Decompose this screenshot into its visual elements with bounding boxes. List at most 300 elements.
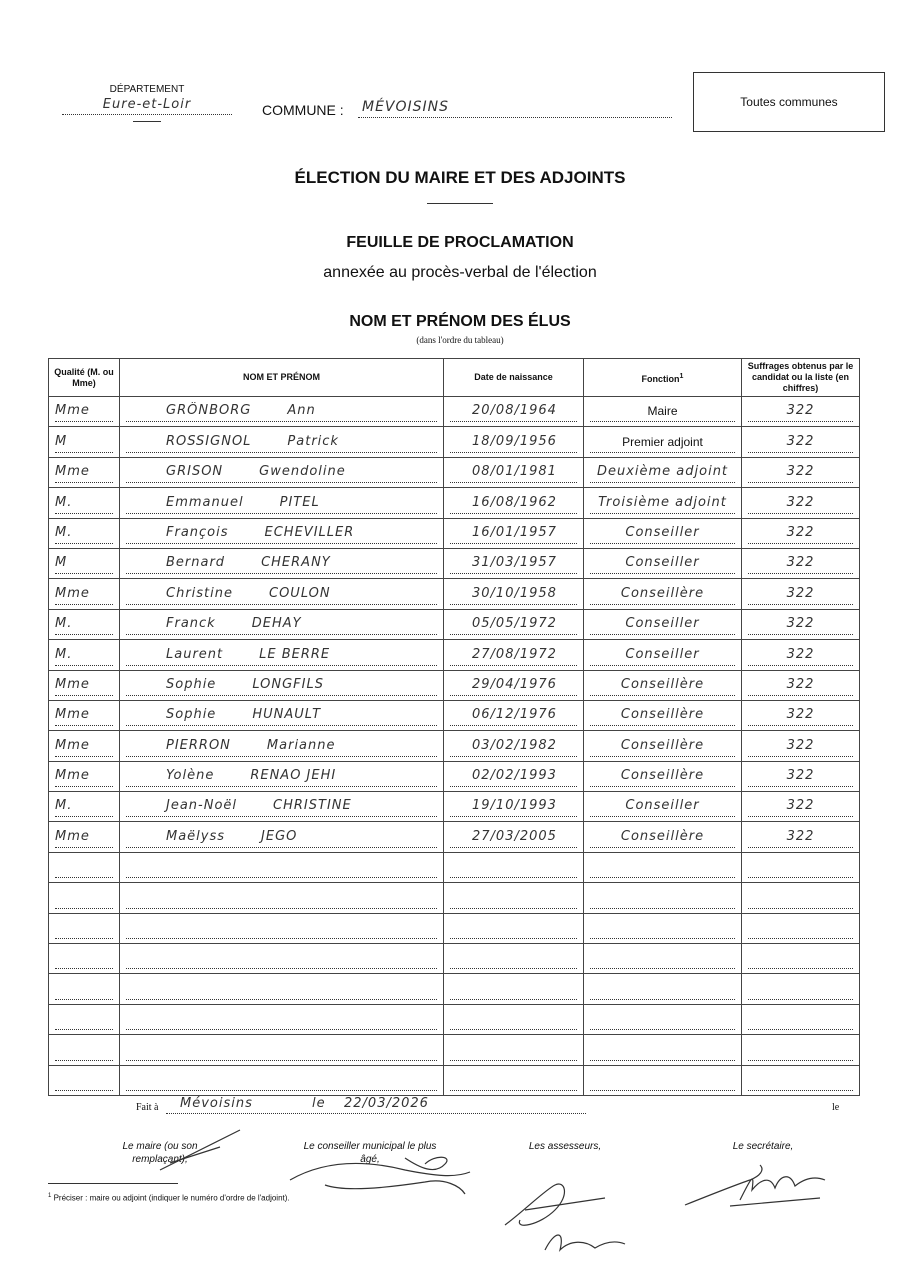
cell-qualite (49, 640, 120, 670)
cell-suffrages (742, 944, 860, 974)
nom-text: RENAO JEHI (250, 768, 337, 784)
cell-nom-prenom (120, 427, 444, 457)
cell-date-naissance-value: 27/08/1972 (450, 646, 577, 666)
cell-fonction-value: Conseillère (590, 828, 735, 848)
cell-fonction-value (590, 889, 735, 909)
signature-label-assesseurs: Les assesseurs, (528, 1141, 602, 1152)
prenom-text: Laurent (166, 646, 224, 662)
cell-suffrages (742, 700, 860, 730)
cell-fonction (584, 700, 742, 730)
table-row-empty (49, 974, 860, 1004)
title-divider (427, 203, 493, 204)
table-row-empty (49, 1004, 860, 1034)
table-row-empty (49, 913, 860, 943)
cell-fonction-value: Conseiller (590, 524, 735, 544)
cell-fonction (584, 792, 742, 822)
nom-text: JEGO (261, 828, 298, 844)
cell-qualite (49, 397, 120, 427)
cell-qualite-value: M. (55, 494, 113, 514)
cell-suffrages (742, 579, 860, 609)
prenom-text: Sophie (166, 707, 217, 723)
cell-date-naissance (444, 974, 584, 1004)
annex-subtitle: annexée au procès-verbal de l'élection (323, 264, 597, 281)
cell-fonction (584, 913, 742, 943)
prenom-text: Franck (166, 616, 216, 632)
cell-qualite (49, 579, 120, 609)
cell-fonction (584, 1035, 742, 1065)
cell-nom-prenom (120, 457, 444, 487)
cell-fonction-value: Troisième adjoint (590, 494, 735, 514)
cell-suffrages (742, 488, 860, 518)
cell-nom-prenom-value (126, 828, 437, 848)
signature-label-conseiller: Le conseiller municipal le plus âgé, (303, 1141, 437, 1165)
cell-nom-prenom-value (126, 1071, 437, 1091)
cell-suffrages (742, 1035, 860, 1065)
cell-fonction (584, 609, 742, 639)
departement-underline (133, 121, 161, 122)
cell-fonction (584, 974, 742, 1004)
cell-nom-prenom (120, 640, 444, 670)
signature-label-secretaire: Le secrétaire, (732, 1141, 794, 1152)
cell-fonction-value (590, 1010, 735, 1030)
signature-maire (150, 1125, 250, 1175)
signature-assesseurs (495, 1170, 635, 1260)
cell-date-naissance-value: 20/08/1964 (450, 402, 577, 422)
cell-suffrages-value: 322 (748, 797, 853, 817)
cell-fonction (584, 944, 742, 974)
cell-qualite (49, 457, 120, 487)
header-date-naissance: Date de naissance (444, 359, 584, 397)
cell-suffrages-value: 322 (748, 676, 853, 696)
toutes-communes-text: Toutes communes (740, 95, 838, 109)
cell-date-naissance (444, 609, 584, 639)
cell-qualite-value (55, 1010, 113, 1030)
section-title: NOM ET PRÉNOM DES ÉLUS (349, 313, 571, 330)
cell-qualite-value: M. (55, 615, 113, 635)
table-row (49, 731, 860, 761)
cell-date-naissance-value: 27/03/2005 (450, 828, 577, 848)
cell-fonction-value: Conseillère (590, 767, 735, 787)
cell-nom-prenom-value (126, 737, 437, 757)
cell-suffrages (742, 518, 860, 548)
cell-fonction-value (590, 1041, 735, 1061)
fait-le-inline: le (312, 1096, 326, 1111)
table-body (49, 397, 860, 1096)
nom-text: COULON (269, 585, 331, 601)
cell-nom-prenom (120, 700, 444, 730)
cell-fonction-value: Conseillère (590, 676, 735, 696)
table-row (49, 548, 860, 578)
cell-fonction (584, 397, 742, 427)
cell-nom-prenom-value (126, 524, 437, 544)
cell-nom-prenom (120, 731, 444, 761)
table-row-empty (49, 883, 860, 913)
cell-qualite-value: Mme (55, 737, 113, 757)
fait-a-line (166, 1096, 586, 1114)
fait-a-lieu: Mévoisins (180, 1096, 253, 1111)
cell-fonction-value: Maire (590, 402, 735, 422)
cell-nom-prenom-value (126, 554, 437, 574)
nom-text: DEHAY (251, 616, 302, 632)
cell-fonction-value: Conseiller (590, 554, 735, 574)
sheet-title: FEUILLE DE PROCLAMATION (346, 234, 574, 251)
nom-text: CHERANY (261, 555, 331, 571)
cell-nom-prenom (120, 397, 444, 427)
cell-suffrages-value (748, 949, 853, 969)
cell-nom-prenom (120, 792, 444, 822)
cell-qualite (49, 548, 120, 578)
cell-suffrages-value: 322 (748, 706, 853, 726)
footnote-divider (48, 1183, 178, 1184)
departement-label: DÉPARTEMENT (109, 84, 185, 95)
footnote (48, 1193, 290, 1203)
cell-suffrages (742, 883, 860, 913)
cell-suffrages (742, 852, 860, 882)
cell-fonction (584, 457, 742, 487)
cell-date-naissance (444, 518, 584, 548)
cell-fonction (584, 427, 742, 457)
prenom-text: Emmanuel (166, 494, 244, 510)
cell-date-naissance (444, 1004, 584, 1034)
cell-nom-prenom (120, 670, 444, 700)
cell-nom-prenom (120, 852, 444, 882)
table-row (49, 670, 860, 700)
cell-date-naissance (444, 640, 584, 670)
nom-text: Gwendoline (259, 464, 346, 480)
cell-nom-prenom-value (126, 949, 437, 969)
cell-nom-prenom (120, 883, 444, 913)
cell-qualite-value (55, 1041, 113, 1061)
cell-date-naissance-value (450, 1010, 577, 1030)
header-qualite: Qualité (M. ou Mme) (49, 359, 120, 397)
cell-nom-prenom (120, 1004, 444, 1034)
cell-qualite (49, 700, 120, 730)
cell-nom-prenom-value (126, 463, 437, 483)
cell-suffrages-value: 322 (748, 767, 853, 787)
fait-a-label: Fait à (136, 1102, 159, 1113)
elus-table (48, 358, 860, 1096)
cell-qualite-value: M. (55, 797, 113, 817)
table-row (49, 518, 860, 548)
cell-suffrages (742, 427, 860, 457)
prenom-text: Maëlyss (166, 828, 226, 844)
cell-nom-prenom (120, 761, 444, 791)
cell-fonction (584, 488, 742, 518)
prenom-text: GRISON (166, 464, 224, 480)
table-row (49, 457, 860, 487)
cell-suffrages-value: 322 (748, 585, 853, 605)
table-row (49, 397, 860, 427)
cell-date-naissance (444, 944, 584, 974)
main-title: ÉLECTION DU MAIRE ET DES ADJOINTS (294, 168, 626, 187)
prenom-text: ROSSIGNOL (166, 433, 252, 449)
cell-qualite (49, 913, 120, 943)
cell-fonction (584, 822, 742, 852)
cell-date-naissance-value (450, 889, 577, 909)
cell-suffrages (742, 761, 860, 791)
cell-qualite-value: M (55, 554, 113, 574)
cell-suffrages-value (748, 980, 853, 1000)
prenom-text: PIERRON (166, 737, 231, 753)
cell-fonction (584, 640, 742, 670)
prenom-text: Bernard (166, 555, 226, 571)
prenom-text: GRÖNBORG (166, 403, 252, 419)
signature-label-maire: Le maire (ou son remplaçant), (122, 1141, 198, 1165)
cell-date-naissance-value: 31/03/1957 (450, 554, 577, 574)
cell-suffrages-value: 322 (748, 828, 853, 848)
fait-date: 22/03/2026 (344, 1096, 429, 1111)
cell-qualite (49, 670, 120, 700)
cell-date-naissance (444, 427, 584, 457)
cell-qualite-value: Mme (55, 463, 113, 483)
nom-text: PITEL (279, 494, 320, 510)
footnote-number: 1 (48, 1193, 52, 1199)
cell-qualite-value: Mme (55, 767, 113, 787)
cell-qualite-value (55, 858, 113, 878)
cell-suffrages-value (748, 1010, 853, 1030)
cell-fonction-value (590, 858, 735, 878)
cell-qualite (49, 944, 120, 974)
cell-nom-prenom-value (126, 858, 437, 878)
cell-date-naissance-value: 05/05/1972 (450, 615, 577, 635)
cell-qualite (49, 974, 120, 1004)
departement-value: Eure-et-Loir (62, 95, 232, 115)
table-header-row (49, 359, 860, 397)
cell-suffrages-value: 322 (748, 646, 853, 666)
nom-text: Ann (287, 403, 316, 419)
cell-fonction-value: Conseillère (590, 706, 735, 726)
cell-fonction (584, 1004, 742, 1034)
cell-date-naissance (444, 548, 584, 578)
table-row (49, 609, 860, 639)
cell-qualite-value: Mme (55, 676, 113, 696)
cell-date-naissance-value (450, 1041, 577, 1061)
cell-qualite (49, 518, 120, 548)
cell-nom-prenom (120, 1035, 444, 1065)
cell-nom-prenom (120, 579, 444, 609)
cell-nom-prenom-value (126, 706, 437, 726)
cell-fonction (584, 548, 742, 578)
commune-label: COMMUNE : (262, 102, 344, 118)
cell-suffrages-value: 322 (748, 402, 853, 422)
nom-text: ECHEVILLER (264, 524, 355, 540)
cell-fonction (584, 761, 742, 791)
cell-suffrages (742, 792, 860, 822)
cell-date-naissance-value: 29/04/1976 (450, 676, 577, 696)
cell-nom-prenom-value (126, 402, 437, 422)
cell-nom-prenom-value (126, 494, 437, 514)
prenom-text: Sophie (166, 676, 217, 692)
cell-qualite-value (55, 889, 113, 909)
cell-qualite-value: Mme (55, 706, 113, 726)
cell-nom-prenom-value (126, 615, 437, 635)
cell-qualite-value: Mme (55, 828, 113, 848)
cell-nom-prenom (120, 913, 444, 943)
cell-fonction (584, 731, 742, 761)
cell-nom-prenom-value (126, 767, 437, 787)
cell-date-naissance-value (450, 980, 577, 1000)
cell-date-naissance (444, 579, 584, 609)
cell-date-naissance (444, 852, 584, 882)
cell-date-naissance-value: 02/02/1993 (450, 767, 577, 787)
table-row (49, 427, 860, 457)
cell-nom-prenom-value (126, 889, 437, 909)
cell-date-naissance-value: 30/10/1958 (450, 585, 577, 605)
cell-qualite (49, 1004, 120, 1034)
cell-suffrages-value (748, 889, 853, 909)
cell-suffrages (742, 548, 860, 578)
prenom-text: Christine (166, 585, 233, 601)
cell-nom-prenom (120, 548, 444, 578)
cell-fonction-value: Premier adjoint (590, 433, 735, 453)
cell-qualite-value: M (55, 433, 113, 453)
table-row (49, 792, 860, 822)
nom-text: Marianne (266, 737, 336, 753)
cell-qualite (49, 883, 120, 913)
cell-suffrages-value: 322 (748, 433, 853, 453)
cell-nom-prenom (120, 822, 444, 852)
cell-suffrages (742, 913, 860, 943)
toutes-communes-box (693, 72, 885, 132)
cell-fonction-value (590, 949, 735, 969)
footnote-text: Préciser : maire ou adjoint (indiquer le numéro d'ordre de l'adjoint). (53, 1193, 290, 1203)
cell-date-naissance-value (450, 858, 577, 878)
le-label: le (832, 1102, 840, 1113)
table-row (49, 579, 860, 609)
cell-date-naissance-value: 08/01/1981 (450, 463, 577, 483)
cell-suffrages (742, 397, 860, 427)
cell-qualite (49, 1065, 120, 1095)
cell-suffrages-value: 322 (748, 737, 853, 757)
cell-fonction (584, 883, 742, 913)
cell-qualite (49, 488, 120, 518)
cell-date-naissance (444, 731, 584, 761)
cell-qualite (49, 427, 120, 457)
cell-qualite-value: M. (55, 646, 113, 666)
cell-suffrages-value: 322 (748, 494, 853, 514)
cell-date-naissance-value: 19/10/1993 (450, 797, 577, 817)
table-row-empty (49, 1065, 860, 1095)
cell-qualite (49, 852, 120, 882)
prenom-text: François (166, 524, 229, 540)
header-nom-prenom: NOM ET PRÉNOM (120, 359, 444, 397)
header-fonction-label: Fonction (641, 373, 680, 384)
cell-qualite (49, 822, 120, 852)
prenom-text: Jean-Noël (166, 798, 238, 814)
cell-suffrages (742, 822, 860, 852)
cell-qualite (49, 609, 120, 639)
cell-suffrages-value: 322 (748, 554, 853, 574)
cell-fonction-value: Conseiller (590, 646, 735, 666)
cell-suffrages (742, 731, 860, 761)
cell-date-naissance (444, 822, 584, 852)
cell-date-naissance-value: 03/02/1982 (450, 737, 577, 757)
cell-nom-prenom (120, 974, 444, 1004)
table-row (49, 822, 860, 852)
table-row (49, 761, 860, 791)
cell-date-naissance (444, 792, 584, 822)
cell-nom-prenom (120, 609, 444, 639)
cell-date-naissance-value: 16/08/1962 (450, 494, 577, 514)
cell-date-naissance (444, 1035, 584, 1065)
cell-nom-prenom-value (126, 919, 437, 939)
cell-fonction (584, 670, 742, 700)
cell-date-naissance (444, 700, 584, 730)
cell-nom-prenom-value (126, 646, 437, 666)
nom-text: LE BERRE (259, 646, 331, 662)
cell-qualite (49, 1035, 120, 1065)
cell-date-naissance-value (450, 949, 577, 969)
cell-qualite-value (55, 919, 113, 939)
cell-date-naissance-value: 06/12/1976 (450, 706, 577, 726)
cell-suffrages-value: 322 (748, 463, 853, 483)
cell-fonction-value: Conseiller (590, 797, 735, 817)
cell-suffrages (742, 670, 860, 700)
cell-nom-prenom-value (126, 433, 437, 453)
cell-qualite-value: M. (55, 524, 113, 544)
cell-fonction-value (590, 919, 735, 939)
header-fonction (584, 359, 742, 397)
section-note: (dans l'ordre du tableau) (416, 335, 504, 345)
cell-date-naissance (444, 883, 584, 913)
table-row (49, 700, 860, 730)
cell-fonction-value: Deuxième adjoint (590, 463, 735, 483)
cell-date-naissance (444, 913, 584, 943)
cell-nom-prenom-value (126, 676, 437, 696)
cell-date-naissance-value: 18/09/1956 (450, 433, 577, 453)
cell-nom-prenom-value (126, 980, 437, 1000)
cell-date-naissance (444, 397, 584, 427)
cell-qualite-value (55, 980, 113, 1000)
cell-qualite (49, 731, 120, 761)
nom-text: Patrick (287, 433, 339, 449)
cell-qualite-value (55, 1071, 113, 1091)
table-row-empty (49, 1035, 860, 1065)
cell-fonction-value: Conseiller (590, 615, 735, 635)
cell-qualite-value: Mme (55, 402, 113, 422)
nom-text: LONGFILS (252, 676, 324, 692)
cell-nom-prenom-value (126, 797, 437, 817)
cell-fonction (584, 852, 742, 882)
cell-nom-prenom-value (126, 585, 437, 605)
cell-nom-prenom (120, 1065, 444, 1095)
cell-date-naissance (444, 761, 584, 791)
table-row (49, 640, 860, 670)
departement-block (62, 84, 232, 122)
table-row-empty (49, 944, 860, 974)
cell-date-naissance (444, 457, 584, 487)
cell-nom-prenom (120, 518, 444, 548)
cell-suffrages-value (748, 858, 853, 878)
cell-date-naissance-value: 16/01/1957 (450, 524, 577, 544)
prenom-text: Yolène (166, 768, 215, 784)
cell-suffrages-value: 322 (748, 615, 853, 635)
cell-fonction (584, 1065, 742, 1095)
cell-suffrages-value (748, 1041, 853, 1061)
cell-fonction-value (590, 1071, 735, 1091)
signature-secretaire (680, 1160, 830, 1210)
cell-fonction (584, 518, 742, 548)
table-row-empty (49, 852, 860, 882)
commune-value: MÉVOISINS (358, 96, 672, 118)
cell-fonction-value (590, 980, 735, 1000)
cell-suffrages (742, 974, 860, 1004)
nom-text: HUNAULT (252, 707, 322, 723)
cell-qualite (49, 761, 120, 791)
nom-text: CHRISTINE (273, 798, 352, 814)
cell-suffrages (742, 609, 860, 639)
cell-suffrages-value: 322 (748, 524, 853, 544)
